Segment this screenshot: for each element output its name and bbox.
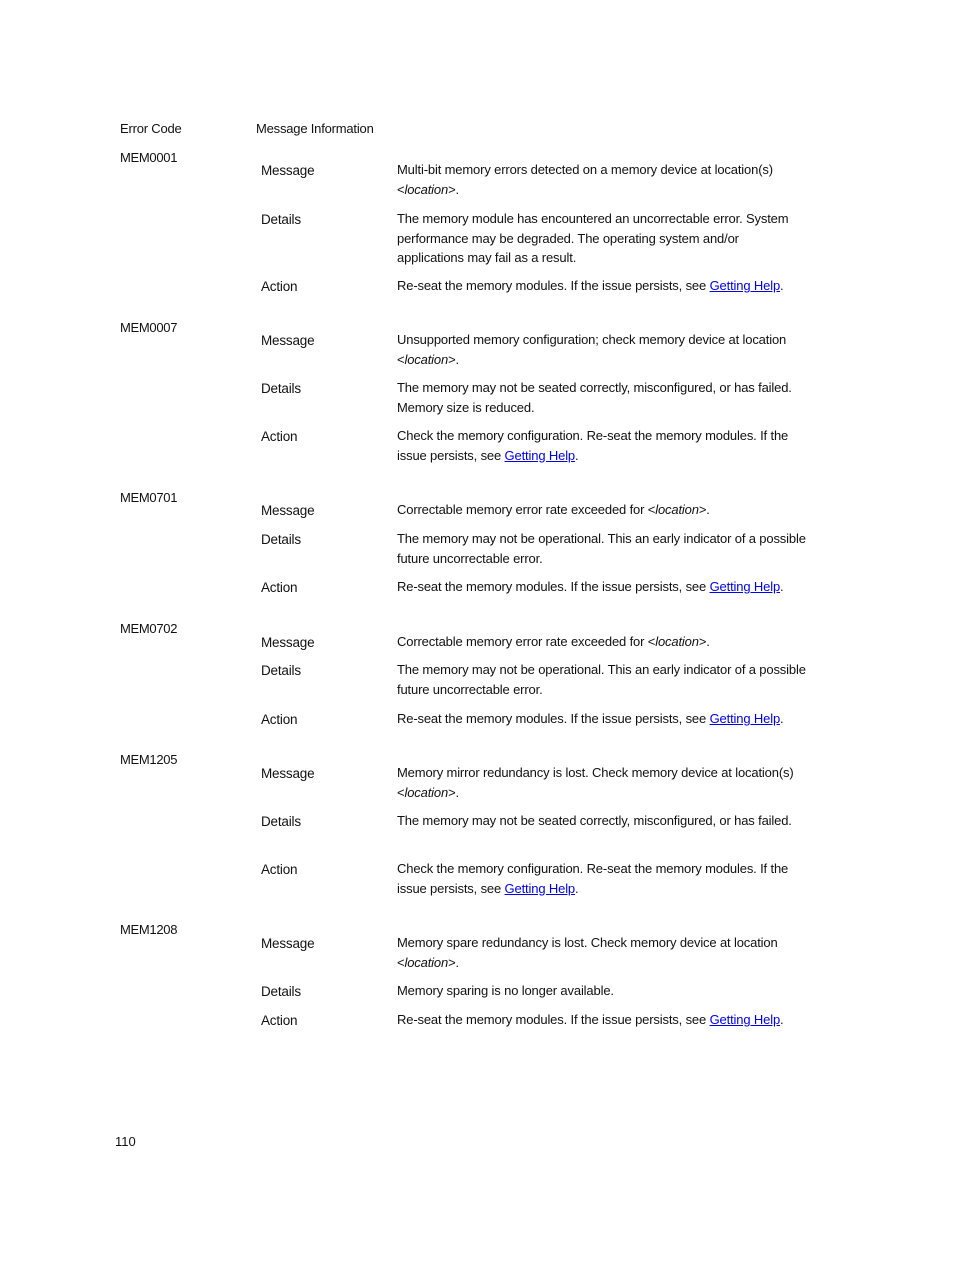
getting-help-link[interactable]: Getting Help [709, 278, 781, 293]
details-label: Details [261, 663, 301, 678]
page-number: 110 [115, 1134, 136, 1149]
action-label: Action [261, 712, 298, 727]
details-label: Details [261, 532, 301, 547]
message-text: Correctable memory error rate exceeded for <location>. [397, 502, 710, 517]
action-label: Action [261, 429, 298, 444]
details-label: Details [261, 212, 301, 227]
details-text: The memory may not be seated correctly, misconfigured, or has failed. Memory size is reduced. [397, 380, 792, 415]
getting-help-link[interactable]: Getting Help [709, 579, 781, 594]
action-text: Check the memory configuration. Re-seat the memory modules. If the issue persists, see Getting Help. [397, 428, 789, 463]
error-code: MEM0702 [120, 621, 178, 636]
error-code-header: Error Code [120, 121, 182, 136]
action-text: Re-seat the memory modules. If the issue persists, see Getting Help. [397, 1012, 784, 1027]
details-label: Details [261, 381, 301, 396]
details-label: Details [261, 984, 301, 999]
details-label: Details [261, 814, 301, 829]
details-text: Memory sparing is no longer available. [397, 983, 614, 998]
message-label: Message [261, 333, 315, 348]
action-text: Re-seat the memory modules. If the issue persists, see Getting Help. [397, 278, 784, 293]
action-text: Re-seat the memory modules. If the issue persists, see Getting Help. [397, 579, 784, 594]
details-text: The memory may not be operational. This an early indicator of a possible future uncorrectable error. [397, 531, 806, 566]
message-label: Message [261, 936, 315, 951]
details-text: The memory may not be operational. This an early indicator of a possible future uncorrectable error. [397, 662, 806, 697]
action-text: Check the memory configuration. Re-seat the memory modules. If the issue persists, see Getting Help. [397, 861, 789, 896]
error-code: MEM1205 [120, 752, 178, 767]
getting-help-link[interactable]: Getting Help [504, 880, 576, 896]
message-text: Memory mirror redundancy is lost. Check memory device at location(s) <location>. [397, 765, 794, 800]
action-label: Action [261, 580, 298, 595]
action-label: Action [261, 279, 298, 294]
action-label: Action [261, 862, 298, 877]
error-code: MEM0701 [120, 490, 178, 505]
getting-help-link[interactable]: Getting Help [709, 1012, 781, 1027]
error-code: MEM0001 [120, 150, 178, 165]
message-text: Correctable memory error rate exceeded for <location>. [397, 634, 710, 649]
message-label: Message [261, 163, 315, 178]
details-text: The memory module has encountered an uncorrectable error. System performance may be degraded. The operating system and/or applications may fail as a result. [397, 211, 789, 265]
getting-help-link[interactable]: Getting Help [504, 447, 576, 463]
message-text: Unsupported memory configuration; check memory device at location <location>. [397, 332, 787, 367]
message-information-header: Message Information [256, 121, 374, 136]
error-code: MEM0007 [120, 320, 178, 335]
message-label: Message [261, 635, 315, 650]
message-label: Message [261, 503, 315, 518]
getting-help-link[interactable]: Getting Help [709, 711, 781, 726]
action-text: Re-seat the memory modules. If the issue persists, see Getting Help. [397, 711, 784, 726]
message-label: Message [261, 766, 315, 781]
message-text: Multi-bit memory errors detected on a memory device at location(s) <location>. [397, 162, 773, 197]
action-label: Action [261, 1013, 298, 1028]
error-code: MEM1208 [120, 922, 178, 937]
message-text: Memory spare redundancy is lost. Check memory device at location <location>. [397, 935, 778, 970]
details-text: The memory may not be seated correctly, misconfigured, or has failed. [397, 813, 792, 828]
